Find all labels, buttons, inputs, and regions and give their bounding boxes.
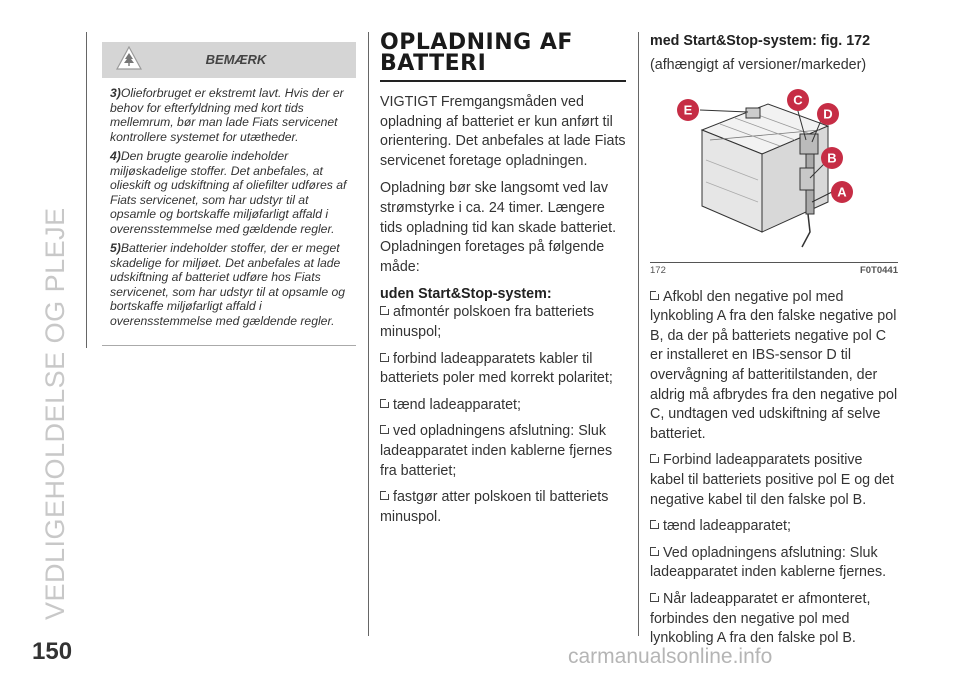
note-item: 4)Den brugte gearolie indeholder miljøskadelige stoffer. Det anbefales, at olieskift og udskiftning af oliefilter udføres af Fiats servicenet, som har udstyr til at opsamle og bortskaffe miljøfarligt affald i overensstemmelse med gældende regler. [110,149,347,236]
bullet-icon [380,399,389,408]
column-divider [638,32,639,636]
list-item: Når ladeapparatet er afmonteret, forbindes den negative pol med lynkobling A fra den falske pol B. [650,590,871,647]
note-box [102,42,356,346]
note-item: 3)Olieforbruget er ekstremt lavt. Hvis der er behov for efterfyldning med kort tids mellemrum, bør man lade Fiats servicenet kontrollere systemet for utætheder. [110,86,344,144]
bullet-icon [650,547,659,556]
list-item: ved opladningens afslutning: Sluk ladeapparatet inden kablerne fjernes fra batteriet; [380,423,613,479]
section-side-title: VEDLIGEHOLDELSE OG PLEJE [40,207,70,620]
bullet-icon [650,593,659,602]
figure-label-b [821,147,843,169]
figure-label-a [831,181,853,203]
svg-text:B: B [827,150,837,166]
list-item: Ved opladningens afslutning: Sluk ladeapparatet inden kablerne fjernes. [650,544,887,581]
bullet-icon [650,291,659,300]
battery-illustration [650,82,898,262]
figure-caption [650,262,898,276]
page-number: 150 [32,638,73,665]
list-item: afmontér polskoen fra batteriets minuspol; [380,304,595,340]
note-item: 5)Batterier indeholder stoffer, der er meget skadelige for miljøet. Det anbefales at lade udskiftning af batteriet udføre hos Fiats servicenet, som har udstyr til at opsamle og bortskaffe miljøfarligt affald i overensstemmelse med gældende regler. [110,241,346,328]
bullet-icon [650,454,659,463]
svg-text:A: A [837,184,847,200]
right-column [650,32,898,656]
figure-label-d [817,103,839,125]
figure-label-c [787,89,809,111]
note-title: BEMÆRK [205,52,267,67]
list-item: Afkobl den negative pol med lynkobling A fra den falske negative pol B, da der på batteriets negative pol C er installeret en IBS-sensor D til overvågning af batteritilstanden, der aldrig må afbrydes fra den negative pol C, undtagen ved udskiftning af selve batteriet. [650,288,898,442]
svg-text:C: C [793,92,803,108]
note-header [102,42,356,78]
figure-subheading: (afhængigt af versioner/markeder) [650,57,867,73]
paragraph: VIGTIGT Fremgangsmåden ved opladning af batteriet er kun anført til orientering. Det anbefales at lade Fiats servicenet foretage opladningen. [380,94,626,169]
figure-number: 172 [650,264,666,276]
battery-figure [650,82,898,262]
figure-code: F0T0441 [859,264,898,276]
figure-heading: med Start&Stop-system: fig. 172 [650,33,871,49]
bullet-icon [650,520,659,529]
subheading: uden Start&Stop-system: [380,286,552,303]
column-divider [86,32,87,348]
svg-text:D: D [823,106,833,122]
middle-column [380,32,626,534]
bullet-icon [380,306,389,315]
figure-label-e [677,99,699,121]
svg-text:E: E [683,102,693,118]
bullet-icon [380,491,389,500]
bullet-icon [380,425,389,434]
bullet-icon [380,353,389,362]
list-item: forbind ladeapparatets kabler til batteriets poler med korrekt polaritet; [380,350,613,387]
column-divider [368,32,369,636]
watermark: carmanualsonline.info [568,645,773,668]
section-heading: OPLADNING AF BATTERI [380,32,626,82]
list-item: Forbind ladeapparatets positive kabel til batteriets positive pol E og det negative kabel til den falske pol B. [650,452,894,508]
list-item: fastgør atter polskoen til batteriets minuspol. [380,489,609,525]
paragraph: Opladning bør ske langsomt ved lav strømstyrke i ca. 24 timer. Længere tids opladning tid kan skade batteriet. Opladningen foretages på følgende måde: [380,180,617,275]
list-item: tænd ladeapparatet; [380,396,626,416]
list-item: tænd ladeapparatet; [650,517,898,537]
